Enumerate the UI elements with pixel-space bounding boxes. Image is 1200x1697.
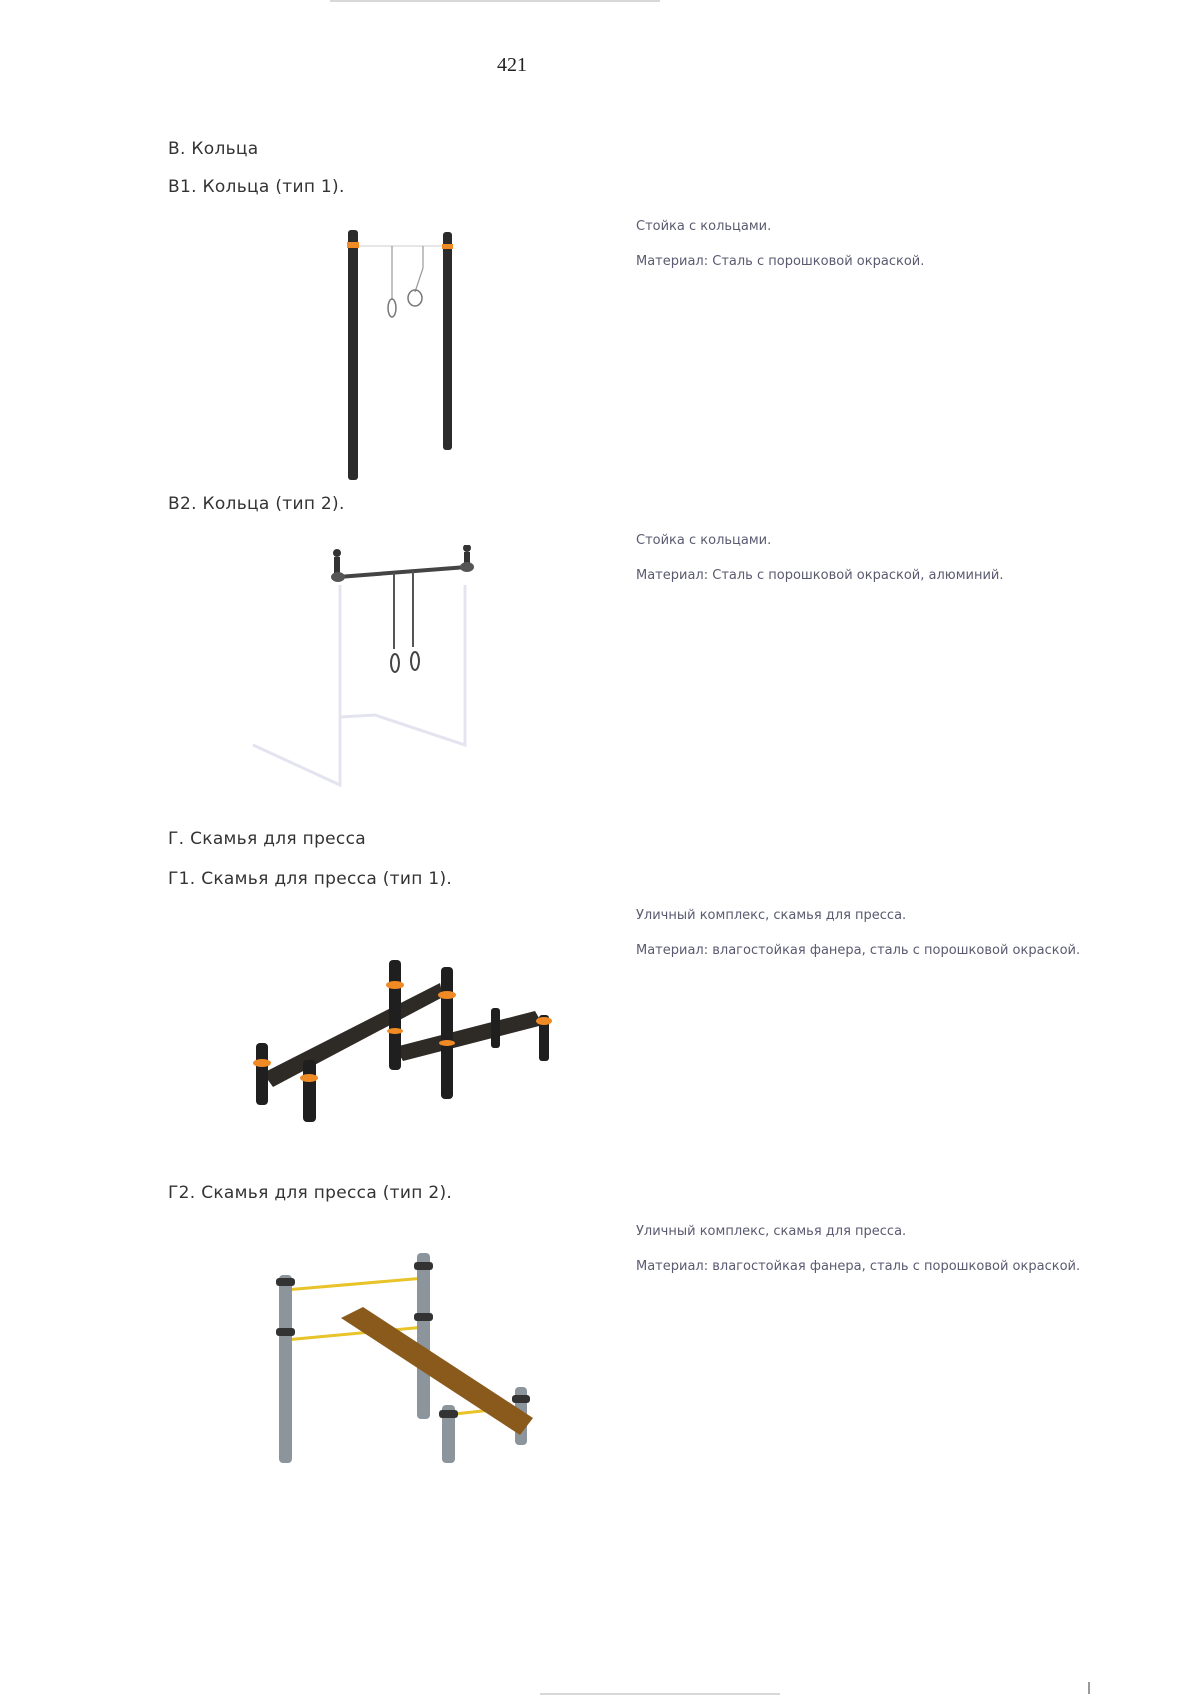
ab-bench-type1-illustration [245, 955, 565, 1125]
scan-mark-bottom [540, 1693, 780, 1695]
item-title-rings-type1: В1. Кольца (тип 1). [168, 177, 345, 197]
ab-bench-type1-description [636, 908, 1084, 978]
rings-type1-material: Материал: Сталь с порошковой окраской. [636, 254, 925, 269]
item-title-rings-type2: В2. Кольца (тип 2). [168, 494, 345, 514]
ab-bench-type1-material: Материал: влагостойкая фанера, сталь с порошковой окраской. [636, 943, 1081, 958]
section-title-rings: В. Кольца [168, 139, 259, 159]
ab-bench-type2-material: Материал: влагостойкая фанера, сталь с порошковой окраской. [636, 1259, 1081, 1274]
scan-mark-top [330, 0, 660, 2]
item-title-ab-bench-type1: Г1. Скамья для пресса (тип 1). [168, 869, 453, 889]
section-title-ab-bench: Г. Скамья для пресса [168, 829, 366, 849]
ab-bench-type1-text: Уличный комплекс, скамья для пресса. [636, 908, 907, 923]
ab-bench-type2-text: Уличный комплекс, скамья для пресса. [636, 1224, 907, 1239]
rings-type2-material: Материал: Сталь с порошковой окраской, алюминий. [636, 568, 1004, 583]
page-number: 421 [497, 54, 527, 76]
item-title-ab-bench-type2: Г2. Скамья для пресса (тип 2). [168, 1183, 453, 1203]
ab-bench-type2-illustration [265, 1245, 545, 1470]
rings-type2-description [636, 533, 1086, 603]
rings-type1-description [636, 219, 1086, 289]
rings-type2-illustration [245, 545, 485, 790]
rings-type1-illustration [330, 222, 470, 482]
ab-bench-type2-description [636, 1224, 1084, 1294]
scan-mark-corner [1088, 1682, 1090, 1694]
rings-type2-text: Стойка с кольцами. [636, 533, 772, 548]
rings-type1-text: Стойка с кольцами. [636, 219, 772, 234]
